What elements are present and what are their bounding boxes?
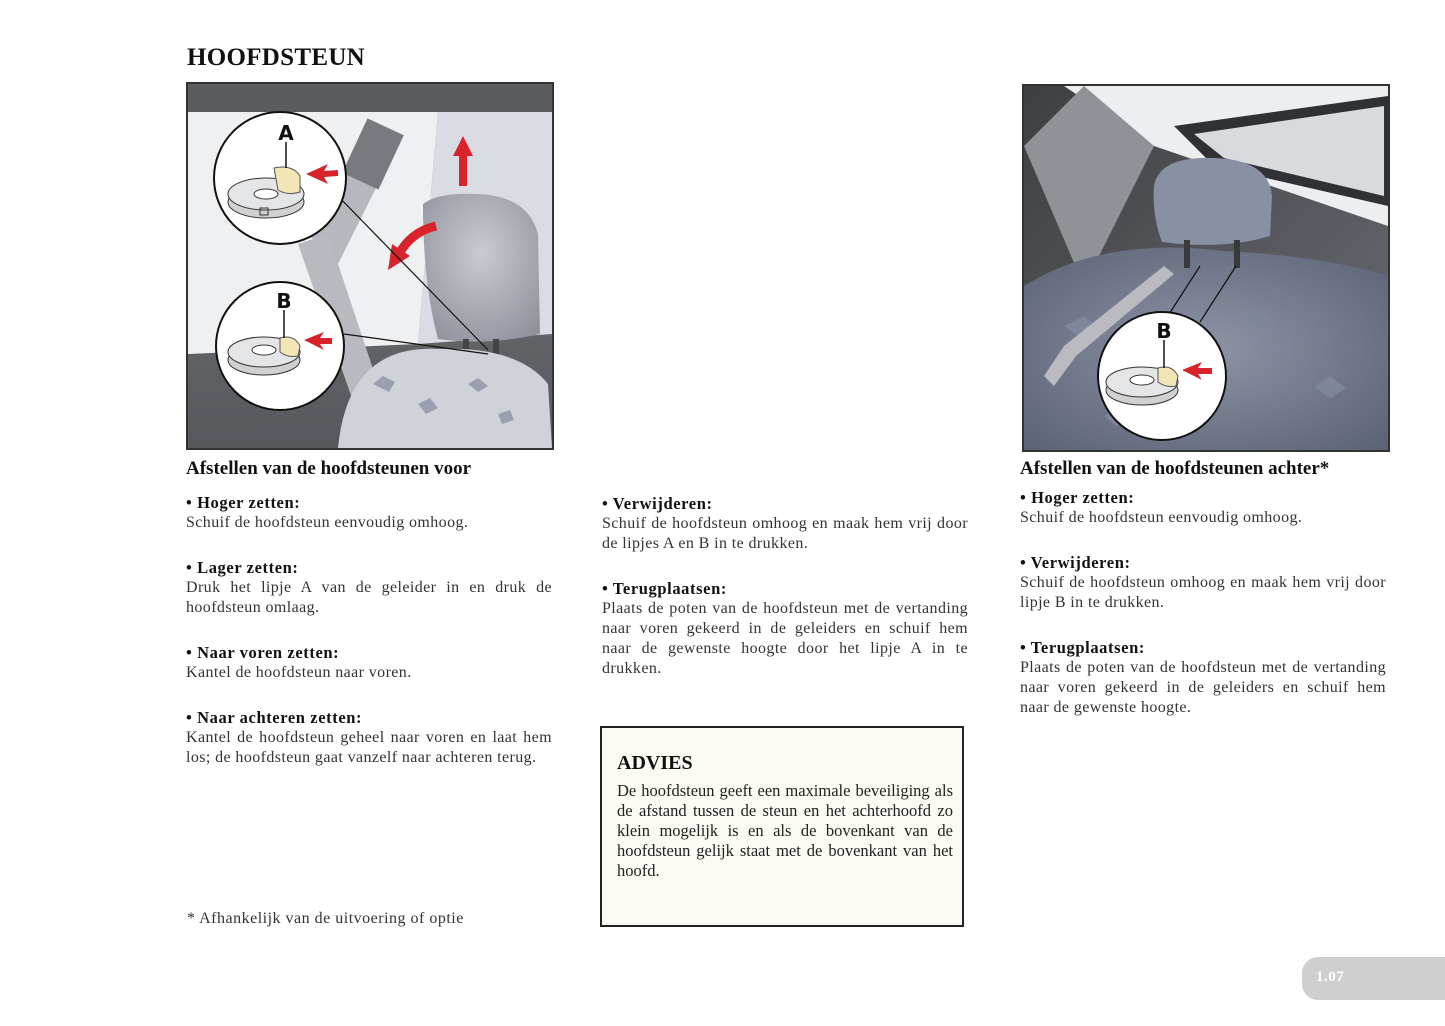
rear-section-title: Afstellen van de hoofdsteunen achter*: [1020, 458, 1330, 479]
rear-headrest-photo: [1022, 84, 1390, 452]
rear-item-heading: • Terugplaatsen:: [1020, 638, 1145, 657]
front-item-heading: • Hoger zetten:: [186, 493, 301, 512]
rear-item-higher: [1020, 488, 1386, 528]
middle-item-remove: [602, 494, 968, 554]
front-item-heading: • Lager zetten:: [186, 558, 299, 577]
rear-label-b-text: B: [1156, 319, 1172, 343]
front-item-text: Kantel de hoofdsteun naar voren.: [186, 664, 412, 681]
rear-item-replace: [1020, 638, 1386, 718]
page-number: 1.07: [1316, 969, 1345, 985]
front-item-text: Kantel de hoofdsteun geheel naar voren en laat hem los; de hoofdsteun gaat vanzelf naar achteren terug.: [186, 729, 552, 766]
middle-item-heading: • Terugplaatsen:: [602, 579, 727, 598]
front-item-heading: • Naar voren zetten:: [186, 643, 340, 662]
page-number-tab: [1302, 957, 1445, 1000]
front-headrest-photo: [186, 82, 554, 450]
middle-item-replace: [602, 579, 968, 679]
label-a-text: A: [278, 121, 294, 145]
front-item-forward: [186, 643, 552, 683]
front-item-heading: • Naar achteren zetten:: [186, 708, 363, 727]
middle-item-heading: • Verwijderen:: [602, 494, 713, 513]
rear-item-heading: • Hoger zetten:: [1020, 488, 1135, 507]
page-title: HOOFDSTEUN: [187, 44, 366, 71]
front-item-lower: [186, 558, 552, 618]
front-item-text: Schuif de hoofdsteun eenvoudig omhoog.: [186, 514, 469, 531]
label-b-text: B: [276, 289, 292, 313]
front-item-text: Druk het lipje A van de geleider in en druk de hoofdsteun omlaag.: [186, 579, 552, 616]
rear-item-text: Schuif de hoofdsteun eenvoudig omhoog.: [1020, 509, 1303, 526]
rear-item-text: Schuif de hoofdsteun omhoog en maak hem vrij door lipje B in te drukken.: [1020, 574, 1386, 611]
advice-box: [600, 726, 964, 927]
middle-item-text: Schuif de hoofdsteun omhoog en maak hem vrij door de lipjes A en B in te drukken.: [602, 515, 968, 552]
front-item-higher: [186, 493, 552, 533]
rear-item-text: Plaats de poten van de hoofdsteun met de vertanding naar voren gekeerd in de geleiders en schuif hem naar de gewenste hoogte.: [1020, 659, 1386, 716]
front-item-backward: [186, 708, 552, 768]
footnote: * Afhankelijk van de uitvoering of optie: [187, 910, 464, 927]
middle-item-text: Plaats de poten van de hoofdsteun met de vertanding naar voren gekeerd in de geleiders en schuif hem naar de gewenste hoogte door het lipje A in te drukken.: [602, 600, 968, 677]
front-section-title: Afstellen van de hoofdsteunen voor: [186, 458, 472, 479]
rear-item-remove: [1020, 553, 1386, 613]
advice-title: ADVIES: [617, 752, 693, 774]
advice-text: De hoofdsteun geeft een maximale beveiliging als de afstand tussen de steun en het achterhoofd zo klein mogelijk is en als de bovenkant van de hoofdsteun gelijk staat met de bovenkant van het hoofd.: [617, 781, 953, 880]
rear-item-heading: • Verwijderen:: [1020, 553, 1131, 572]
